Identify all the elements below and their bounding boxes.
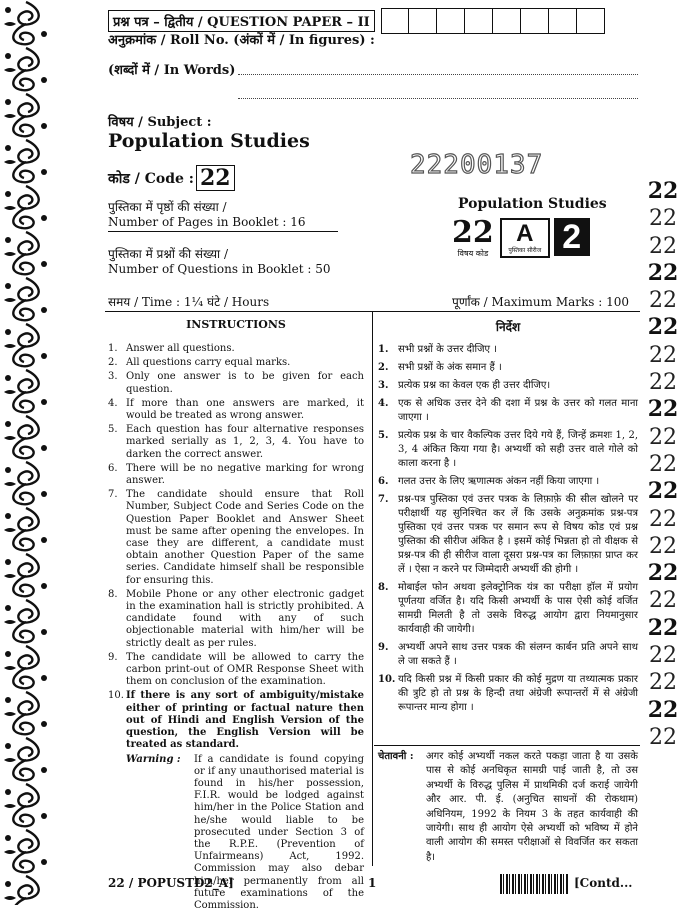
instruction-item: 2. All questions carry equal marks. [108,357,364,369]
qp-box[interactable] [437,8,465,34]
side-code: 22 [643,533,683,560]
questions-label-hindi: पुस्तिका में प्रश्नों की संख्या / [108,245,338,262]
side-code-column [643,178,683,751]
pages-info [108,198,338,232]
instruction-item: 9. The candidate will be allowed to carry the carbon print-out of OMR Response Sheet with them on conclusion of the examination. [108,652,364,689]
warning-text: If a candidate is found copying or if any unauthorised material is found in his/her possession, F.I.R. would be lodged against him/her in the Police Station and he/she would liable to be prosecuted under Section 3 of the R.P.E. (Prevention of Unfairmeans) Act, 1992. Commission may also debar him/her permanently from all future examinations of the Commission. [188,754,364,912]
side-code: 22 [643,369,683,396]
nirdesh-item: 7. प्रश्न-पत्र पुस्तिका एवं उत्तर पत्रक के लिफ़ाफ़े की सील खोलने पर परीक्षार्थी यह सुनिश्चित कर लें कि उसके अनुक्रमांक प्रश्न-पत्र पुस्तिका एवं उत्तर पत्रक पर समान रूप से विषय कोड एवं प्रश्न पुस्तिका की सीरीज अंकित है । इसमें कोई भिन्नता हो तो वीक्षक से प्रश्न-पत्र की ही सीरीज वाला दूसरा प्रश्न-पत्र का लिफ़ाफ़ा प्राप्त कर लें । ऐसा न करने पर जिम्मेदारी अभ्यर्थी की होगी । [378,493,638,577]
qp-box[interactable] [381,8,409,34]
serial-number: 22200137 [410,150,543,180]
subject-name: Population Studies [108,130,310,152]
footer-code: 22 / POPUSTD2_A] [108,876,234,890]
instructions-hindi [378,318,638,719]
question-paper-label: प्रश्न पत्र – द्वितीय / QUESTION PAPER – II [108,10,375,32]
side-code: 22 [643,560,683,587]
paper-number-box: 2 [554,218,590,256]
qp-box[interactable] [409,8,437,34]
side-code: 22 [643,506,683,533]
qp-box[interactable] [549,8,577,34]
side-code: 22 [643,587,683,614]
warning-hindi [378,750,638,865]
instruction-item: 3. Only one answer is to be given for each question. [108,371,364,395]
pages-label-english: Number of Pages in Booklet : 16 [108,215,338,232]
side-code: 22 [643,642,683,669]
roll-words-line-1[interactable] [238,74,638,75]
warning-text-hindi: अगर कोई अभ्यर्थी नकल करते पकड़ा जाता है या उसके पास से कोई अनधिकृत सामग्री पाई जाती है, तो उस अभ्यर्थी के विरुद्ध पुलिस में प्राथमिकी दर्ज कराई जायेगी और आर. पी. ई. (अनुचित साधनों की रोकथाम) अधिनियम, 1992 के नियम 3 के तहत कार्यवाही की जायेगी। साथ ही आयोग ऐसे अभ्यर्थी को भविष्य में होने वाली आयोग की समस्त परीक्षाओं से विवर्जित कर सकता है। [426,750,638,865]
side-code: 22 [643,669,683,696]
instruction-item: 8. Mobile Phone or any other electronic gadget in the examination hall is strictly prohibited. A candidate found with any of such objectionable material with him/her will be strictly dealt as per rules. [108,589,364,650]
nirdesh-item: 8. मोबाईल फोन अथवा इलेक्ट्रोनिक यंत्र का परीक्षा हॉल में प्रयोग पूर्णतया वर्जित है। यदि किसी अभ्यर्थी के पास ऐसी कोई वर्जित सामग्री मिलती है तो उसके विरुद्ध आयोग द्वारा नियमानुसार कार्यवाही की जायेगी। [378,581,638,637]
continued-label: [Contd... [574,876,632,890]
instruction-item: 10. If there is any sort of ambiguity/mistake either of printing or factual nature then out of Hindi and English Version of the question, the English Version will be treated as standard. [108,690,364,751]
instructions-title: INSTRUCTIONS [108,318,364,331]
badge-code-block [452,218,494,259]
qp-number-boxes[interactable] [381,8,605,34]
side-code: 22 [643,178,683,205]
barcode [500,874,568,894]
questions-info [108,245,338,276]
warning-label-hindi: चेतावनी : [378,750,426,865]
side-code: 22 [643,451,683,478]
nirdesh-title: निर्देश [378,318,638,335]
subject-label: विषय / Subject : [108,112,212,130]
nirdesh-item: 1. सभी प्रश्नों के उत्तर दीजिए । [378,343,638,357]
roll-number-label: अनुक्रमांक / Roll No. (अंकों में / In figures) : [108,30,375,48]
time-label: समय / Time : 1¼ घंटे / Hours [108,293,269,310]
side-code: 22 [643,697,683,724]
side-code: 22 [643,314,683,341]
qp-box[interactable] [465,8,493,34]
badge-code-hindi: विषय कोड [457,248,488,259]
series-letter: A [516,222,533,246]
nirdesh-item: 5. प्रत्येक प्रश्न के चार वैकल्पिक उत्तर दिये गये हैं, जिन्हें क्रमशः 1, 2, 3, 4 अंकित किया गया है। अभ्यर्थी को सही उत्तर वाले गोले को काला करना है । [378,429,638,471]
instruction-item: 1. Answer all questions. [108,343,364,355]
side-code: 22 [643,342,683,369]
instructions-list [108,343,364,752]
nirdesh-item: 4. एक से अधिक उत्तर देने की दशा में प्रश्न के उत्तर को गलत माना जाएगा । [378,397,638,425]
nirdesh-item: 9. अभ्यर्थी अपने साथ उत्तर पत्रक की संलग्न कार्बन प्रति अपने साथ ले जा सकते हैं । [378,641,638,669]
series-hindi: पुस्तिका सीरीज [508,246,541,254]
nirdesh-item: 10. यदि किसी प्रश्न में किसी प्रकार की कोई मुद्रण या तथ्यात्मक प्रकार की त्रुटि हो तो प्रश्न के हिन्दी तथा अंग्रेजी रूपान्तरों में से अंग्रेजी रूपान्तर मान्य होगा । [378,673,638,715]
side-code: 22 [643,724,683,751]
instruction-item: 6. There will be no negative marking for wrong answer. [108,463,364,487]
nirdesh-item: 6. गलत उत्तर के लिए ऋणात्मक अंकन नहीं किया जाएगा । [378,475,638,489]
hindi-warning-divider [374,745,640,746]
instruction-item: 4. If more than one answers are marked, it would be treated as wrong answer. [108,398,364,422]
warning-label: Warning : [108,754,188,912]
qp-box[interactable] [577,8,605,34]
series-badge [452,218,590,259]
ornamental-border [0,0,52,905]
roll-in-words-label: (शब्दों में / In Words) [108,60,235,78]
side-code: 22 [643,424,683,451]
side-code: 22 [643,260,683,287]
badge-code: 22 [452,218,494,248]
instruction-item: 7. The candidate should ensure that Roll Number, Subject Code and Series Code on the Question Paper Booklet and Answer Sheet must be same after opening the envelopes. In case they are different, a candidate must obtain another Question Paper of the same series. Candidate himself shall be responsible for ensuring this. [108,489,364,587]
code-value: 22 [196,165,235,191]
nirdesh-item: 2. सभी प्रश्नों के अंक समान हैं । [378,361,638,375]
questions-label-english: Number of Questions in Booklet : 50 [108,262,338,276]
instruction-item: 5. Each question has four alternative responses marked serially as 1, 2, 3, 4. You have to darken the correct answer. [108,424,364,461]
nirdesh-list [378,343,638,715]
series-box [500,218,550,258]
instructions-english [108,318,364,912]
qp-box[interactable] [493,8,521,34]
roll-words-line-2[interactable] [238,98,638,99]
side-code: 22 [643,615,683,642]
badge-subject: Population Studies [458,196,607,212]
max-marks-label: पूर्णांक / Maximum Marks : 100 [452,293,629,310]
qp-box[interactable] [521,8,549,34]
side-code: 22 [643,233,683,260]
code-label: कोड / Code : [108,169,194,188]
side-code: 22 [643,396,683,423]
side-code: 22 [643,287,683,314]
page-number: 1 [368,876,376,890]
column-divider [372,311,373,866]
nirdesh-item: 3. प्रत्येक प्रश्न का केवल एक ही उत्तर दीजिए। [378,379,638,393]
side-code: 22 [643,478,683,505]
code-row [108,165,235,191]
side-code: 22 [643,205,683,232]
pages-label-hindi: पुस्तिका में पृष्ठों की संख्या / [108,198,338,215]
